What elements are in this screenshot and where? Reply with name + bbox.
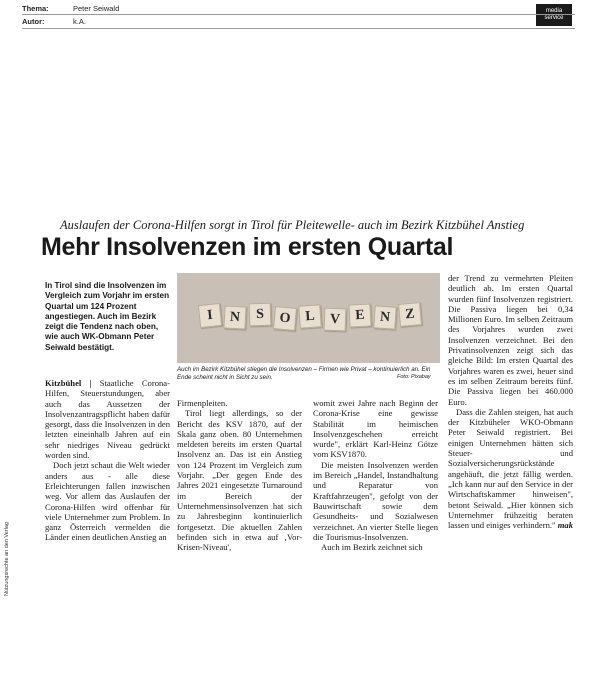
letter-tile: V <box>324 308 347 332</box>
paragraph: Die meisten Insolvenzen werden im Bereich „Handel, Instandhaltung und Reparatur von Kraftfahrzeugen", gefolgt von der Bauwirtschaft sowie dem Gesundheits- und Sozialwesen verzeichnet. An vierter Stelle liegen die Tourismus-Insolvenzen. <box>313 459 438 542</box>
article-photo <box>177 273 440 363</box>
article-lead: In Tirol sind die Insolvenzen im Vergleich zum Vorjahr im ersten Quartal um 124 Prozent angestiegen. Auch im Bezirk zeigt die Tendenz nach oben, wie auch WK-Obmann Peter Seiwald bestätigt. <box>45 281 170 352</box>
letter-tile: L <box>298 304 322 328</box>
rights-note: Nutzungsrechte an den Verlag <box>4 522 10 596</box>
paragraph: der Trend zu vermehrten Pleiten deutlich ab. Im ersten Quartal wurden fünf Insolvenzen registriert. Die Passiva liegen bei 0,34 Millionen Euro. Im selben Zeitraum des Vorjahres wurden zwei Insolvenzen verzeichnet. Bei den Privatinsolvenzen zeigt sich das gleiche Bild: Im ersten Quartal des Vorjahres waren es zwei, heuer sind es im selben Zeitraum bereits fünf. Die Passiva liegen bei 460.000 Euro. <box>448 273 573 407</box>
paragraph: Auch im Bezirk zeichnet sich <box>321 542 423 553</box>
thema-line <box>22 4 120 13</box>
author-signature: mak <box>557 520 573 531</box>
logo-line-2: service <box>544 15 564 21</box>
paragraph: Tirol liegt allerdings, so der Bericht des KSV 1870, auf der Skala ganz oben. 80 Unternehmen meldeten bereits im ersten Quartal Insolvenz an. Das ist ein Anstieg von 124 Prozent im Vergleich zum Vorjahr. „Der gegen Ende des Jahres 2021 eingesetzte Turnaround im Bereich der Unternehmensinsolvenzen hat sich zu Jahresbeginn kontinuierlich fortgesetzt. Die aktuellen Zahlen befinden sich in etwa auf ‚Vor-Krisen-Niveau', <box>177 408 302 553</box>
logo-line-1: media <box>545 8 563 14</box>
article-column-1 <box>45 378 170 543</box>
paragraph <box>45 378 170 460</box>
letter-tile: N <box>223 305 246 329</box>
photo-credit: Foto: Pixabay <box>397 374 431 380</box>
letter-tile: E <box>348 303 371 327</box>
paragraph-text: Dass die Zahlen steigen, hat auch der Kitzbüheler WKO-Obmann Peter Seiwald registriert. Bei einigen Unternehmen hätten sich Steuer- und Sozialversicherungsrückstände angehäuft, die jetzt fällig werden. „Ich kann nur auf den Service in der Wirtschaftskammer hinweisen", betont Seiwald. „Hier können sich Unternehmer frühzeitig beraten lassen und einiges verhindern." <box>448 406 573 531</box>
article-column-4 <box>448 273 573 530</box>
header-divider-2 <box>22 28 575 29</box>
header-divider-1 <box>22 14 575 15</box>
article-kicker: Auslaufen der Corona-Hilfen sorgt in Tirol für Pleitewelle- auch im Bezirk Kitzbühel Anstieg <box>60 218 525 232</box>
thema-label: Thema: <box>22 4 49 13</box>
article-column-2 <box>177 398 302 552</box>
letter-tile: I <box>198 303 222 328</box>
paragraph: Firmenpleiten. <box>177 398 228 408</box>
letter-tile: S <box>249 303 272 327</box>
scrabble-tiles <box>177 303 440 335</box>
autor-line <box>22 17 86 26</box>
paragraph: womit zwei Jahre nach Beginn der Corona-Krise eine gewisse Stabilität im heimischen Insolvenzgeschehen erreicht wurde", erklärt Karl-Heinz Götze vom KSV1870. <box>313 398 438 460</box>
article-headline: Mehr Insolvenzen im ersten Quartal <box>41 233 454 261</box>
photo-caption: Auch im Bezirk Kitzbühel stiegen die Insolvenzen – Firmen wie Privat – kontinuierlich an. Ein Ende scheint nicht in Sicht zu sein. <box>177 366 431 381</box>
autor-label: Autor: <box>22 17 45 26</box>
location-tag: Kitzbühel | <box>45 378 92 388</box>
thema-value: Peter Seiwald <box>73 4 120 13</box>
paragraph <box>448 407 573 531</box>
letter-tile: O <box>273 306 297 331</box>
media-service-logo <box>536 4 572 26</box>
letter-tile: Z <box>398 302 422 327</box>
article-column-3 <box>313 398 438 552</box>
letter-tile: N <box>373 305 397 329</box>
paragraph: Doch jetzt schaut die Welt wieder anders aus - alle diese Erleichterungen fallen inzwischen weg. Vor allem das Auslaufen der Corona-Hilfen wird offenbar für viele Unternehmer zum Problem. In ganz Österreich vermelden die Länder einen deutlichen Anstieg an <box>45 460 170 543</box>
paragraph-text: Staatliche Corona-Hilfen, Steuerstundungen, aber auch das Aussetzen der Insolvenzantragspflicht haben dafür gesorgt, dass die Insolvenzen in den letzten eineinhalb Jahren auf ein sehr niedriges Niveau gedrückt worden sind. <box>45 378 170 461</box>
autor-value: k.A. <box>73 17 86 26</box>
